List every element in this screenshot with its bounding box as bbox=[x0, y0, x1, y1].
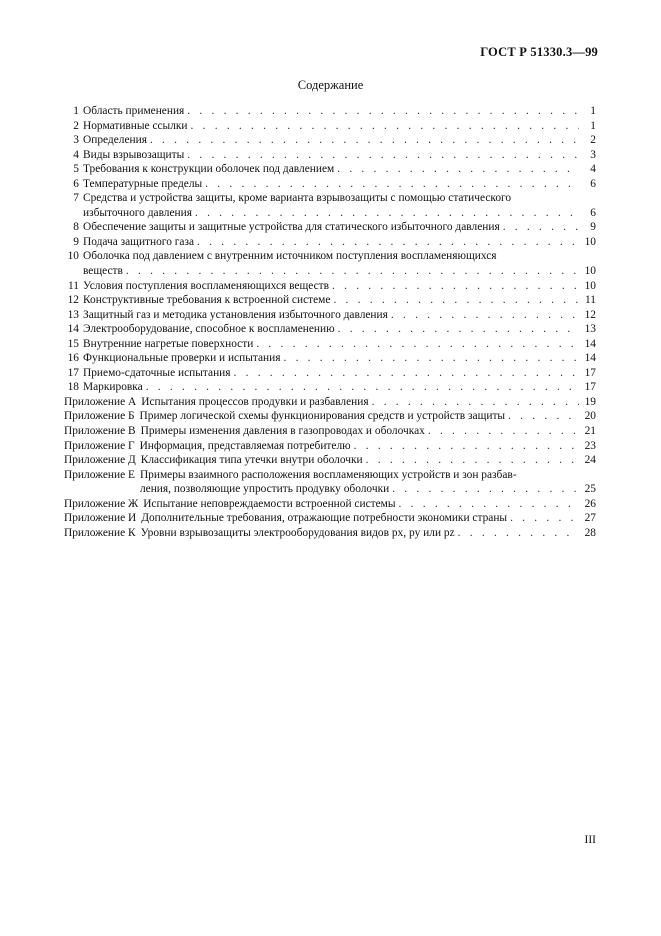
toc-entry[interactable] bbox=[64, 337, 596, 352]
toc-entry[interactable] bbox=[64, 293, 596, 308]
toc-entry[interactable] bbox=[64, 191, 596, 220]
entry-title: Функциональные проверки и испытания bbox=[83, 352, 281, 365]
entry-page-number: 21 bbox=[584, 425, 596, 438]
entry-title-line: Средства и устройства защиты, кроме варианта взрывозащиты с помощью статического bbox=[83, 192, 512, 205]
section-number: 10 bbox=[67, 250, 79, 263]
section-number: 9 bbox=[73, 235, 79, 248]
toc-entry[interactable] bbox=[64, 119, 596, 134]
dot-leader bbox=[187, 148, 579, 163]
annex-label: Приложение А bbox=[64, 395, 137, 408]
entry-title: Информация, представляемая потребителю bbox=[139, 439, 351, 452]
entry-page-number: 10 bbox=[584, 235, 596, 248]
entry-title: Требования к конструкции оболочек под давлением bbox=[83, 163, 335, 176]
entry-page-number: 14 bbox=[584, 337, 596, 350]
toc-entry[interactable] bbox=[64, 235, 596, 250]
toc-entry[interactable] bbox=[64, 220, 596, 235]
entry-title: Условия поступления воспламеняющихся веществ bbox=[83, 279, 330, 292]
section-number: 18 bbox=[67, 381, 79, 394]
entry-title: Виды взрывозащиты bbox=[83, 148, 185, 161]
dot-leader bbox=[338, 322, 579, 337]
entry-title: Маркировка bbox=[83, 381, 143, 394]
entry-page-number: 9 bbox=[590, 221, 596, 234]
dot-leader bbox=[508, 409, 579, 424]
section-number: 6 bbox=[73, 177, 79, 190]
entry-title-line: Примеры взаимного расположения воспламеняющих устройств и зон разбав- bbox=[139, 468, 517, 481]
dot-leader bbox=[195, 206, 579, 221]
entry-page-number: 3 bbox=[590, 148, 596, 161]
annex-label: Приложение В bbox=[64, 425, 136, 438]
toc-annex-entry[interactable] bbox=[64, 409, 596, 424]
entry-page-number: 10 bbox=[584, 265, 596, 278]
dot-leader bbox=[234, 366, 580, 381]
entry-page-number: 28 bbox=[584, 526, 596, 539]
dot-leader bbox=[333, 293, 579, 308]
entry-title-line: Оболочка под давлением с внутренним источником поступления воспламеняющихся bbox=[83, 250, 497, 263]
entry-title: Внутренние нагретые поверхности bbox=[83, 337, 254, 350]
section-number: 4 bbox=[73, 148, 79, 161]
section-number: 3 bbox=[73, 134, 79, 147]
entry-title: Определения bbox=[83, 134, 147, 147]
entry-title: Защитный газ и методика установления избыточного давления bbox=[83, 308, 388, 321]
toc-entry[interactable] bbox=[64, 177, 596, 192]
entry-title: Подача защитного газа bbox=[83, 235, 195, 248]
section-number: 16 bbox=[67, 352, 79, 365]
toc-annex-entry[interactable] bbox=[64, 511, 596, 526]
entry-page-number: 11 bbox=[585, 294, 596, 307]
entry-title: Примеры изменения давления в газопроводах и оболочках bbox=[140, 425, 425, 438]
entry-title: Конструктивные требования к встроенной системе bbox=[83, 294, 331, 307]
dot-leader bbox=[366, 453, 579, 468]
toc-entry[interactable] bbox=[64, 366, 596, 381]
annex-label: Приложение Б bbox=[64, 410, 135, 423]
entry-title: ления, позволяющие упростить продувку оболочки bbox=[139, 483, 390, 496]
dot-leader bbox=[428, 424, 579, 439]
entry-page-number: 14 bbox=[584, 352, 596, 365]
toc-entry[interactable] bbox=[64, 380, 596, 395]
section-number: 11 bbox=[68, 279, 79, 292]
entry-page-number: 26 bbox=[584, 497, 596, 510]
entry-title: Приемо-сдаточные испытания bbox=[83, 366, 231, 379]
toc-annex-entry[interactable] bbox=[64, 439, 596, 454]
entry-page-number: 10 bbox=[584, 279, 596, 292]
dot-leader bbox=[332, 279, 579, 294]
toc-annex-entry[interactable] bbox=[64, 468, 596, 497]
dot-leader bbox=[197, 235, 579, 250]
entry-title: Классификация типа утечки внутри оболочки bbox=[140, 454, 363, 467]
toc-annex-entry[interactable] bbox=[64, 526, 596, 541]
entry-page-number: 12 bbox=[584, 308, 596, 321]
toc-entry[interactable] bbox=[64, 104, 596, 119]
toc-annex-entry[interactable] bbox=[64, 395, 596, 410]
section-number: 17 bbox=[67, 366, 79, 379]
entry-page-number: 25 bbox=[584, 483, 596, 496]
toc-title: Содержание bbox=[297, 78, 364, 92]
section-number: 14 bbox=[67, 323, 79, 336]
section-number: 1 bbox=[73, 105, 79, 117]
dot-leader bbox=[372, 395, 579, 410]
dot-leader bbox=[354, 439, 579, 454]
entry-title: Испытание неповреждаемости встроенной системы bbox=[143, 497, 396, 510]
entry-page-number: 1 bbox=[590, 105, 596, 117]
annex-label: Приложение Е bbox=[64, 468, 135, 481]
annex-label: Приложение И bbox=[64, 512, 137, 525]
entry-page-number: 2 bbox=[590, 134, 596, 147]
section-number: 8 bbox=[73, 221, 79, 234]
toc-entry[interactable] bbox=[64, 249, 596, 278]
section-number: 2 bbox=[73, 119, 79, 132]
toc-entry[interactable] bbox=[64, 308, 596, 323]
entry-title: избыточного давления bbox=[83, 206, 192, 219]
entry-page-number: 13 bbox=[584, 323, 596, 336]
dot-leader bbox=[399, 497, 579, 512]
entry-title: веществ bbox=[83, 265, 123, 278]
toc-entry[interactable] bbox=[64, 162, 596, 177]
entry-title: Пример логической схемы функционирования средств и устройств защиты bbox=[139, 410, 506, 423]
section-number: 15 bbox=[67, 337, 79, 350]
annex-label: Приложение Ж bbox=[64, 497, 139, 510]
dot-leader bbox=[458, 526, 579, 541]
toc-entry[interactable] bbox=[64, 279, 596, 294]
entry-page-number: 24 bbox=[584, 454, 596, 467]
dot-leader bbox=[503, 220, 579, 235]
section-number: 5 bbox=[73, 163, 79, 176]
toc-annex-entry[interactable] bbox=[64, 497, 596, 512]
dot-leader bbox=[510, 511, 579, 526]
entry-title: Обеспечение защиты и защитные устройства для статического избыточного давления bbox=[83, 221, 500, 234]
page-number: III bbox=[584, 834, 596, 846]
section-number: 7 bbox=[73, 192, 79, 205]
toc-entry[interactable] bbox=[64, 351, 596, 366]
entry-page-number: 6 bbox=[590, 177, 596, 190]
toc-annex-entry[interactable] bbox=[64, 424, 596, 439]
dot-leader bbox=[391, 308, 579, 323]
entry-page-number: 19 bbox=[584, 395, 596, 408]
dot-leader bbox=[150, 133, 579, 148]
entry-title: Уровни взрывозащиты электрооборудования видов px, py или pz bbox=[140, 526, 455, 539]
entry-page-number: 17 bbox=[584, 366, 596, 379]
entry-title: Дополнительные требования, отражающие потребности экономики страны bbox=[141, 512, 508, 525]
section-number: 13 bbox=[67, 308, 79, 321]
entry-page-number: 6 bbox=[590, 206, 596, 219]
annex-label: Приложение К bbox=[64, 526, 136, 539]
toc-entry[interactable] bbox=[64, 148, 596, 163]
entry-page-number: 17 bbox=[584, 381, 596, 394]
dot-leader bbox=[191, 119, 579, 134]
dot-leader bbox=[187, 104, 579, 119]
entry-page-number: 27 bbox=[584, 512, 596, 525]
dot-leader bbox=[256, 337, 579, 352]
toc-annex-entry[interactable] bbox=[64, 453, 596, 468]
annex-label: Приложение Г bbox=[64, 439, 135, 452]
entry-page-number: 1 bbox=[590, 119, 596, 132]
entry-page-number: 20 bbox=[584, 410, 596, 423]
table-of-contents bbox=[64, 104, 596, 540]
entry-page-number: 4 bbox=[590, 163, 596, 176]
dot-leader bbox=[146, 380, 579, 395]
dot-leader bbox=[126, 264, 579, 279]
dot-leader bbox=[392, 482, 579, 497]
section-number: 12 bbox=[67, 294, 79, 307]
annex-label: Приложение Д bbox=[64, 454, 136, 467]
entry-page-number: 23 bbox=[584, 439, 596, 452]
dot-leader bbox=[283, 351, 579, 366]
entry-title: Нормативные ссылки bbox=[83, 119, 188, 132]
toc-entry[interactable] bbox=[64, 322, 596, 337]
entry-title: Испытания процессов продувки и разбавления bbox=[141, 395, 369, 408]
entry-title: Температурные пределы bbox=[83, 177, 203, 190]
entry-title: Область применения bbox=[83, 105, 185, 117]
toc-entry[interactable] bbox=[64, 133, 596, 148]
dot-leader bbox=[205, 177, 579, 192]
document-code: ГОСТ Р 51330.3—99 bbox=[480, 45, 598, 59]
entry-title: Электрооборудование, способное к воспламенению bbox=[83, 323, 335, 336]
dot-leader bbox=[337, 162, 579, 177]
